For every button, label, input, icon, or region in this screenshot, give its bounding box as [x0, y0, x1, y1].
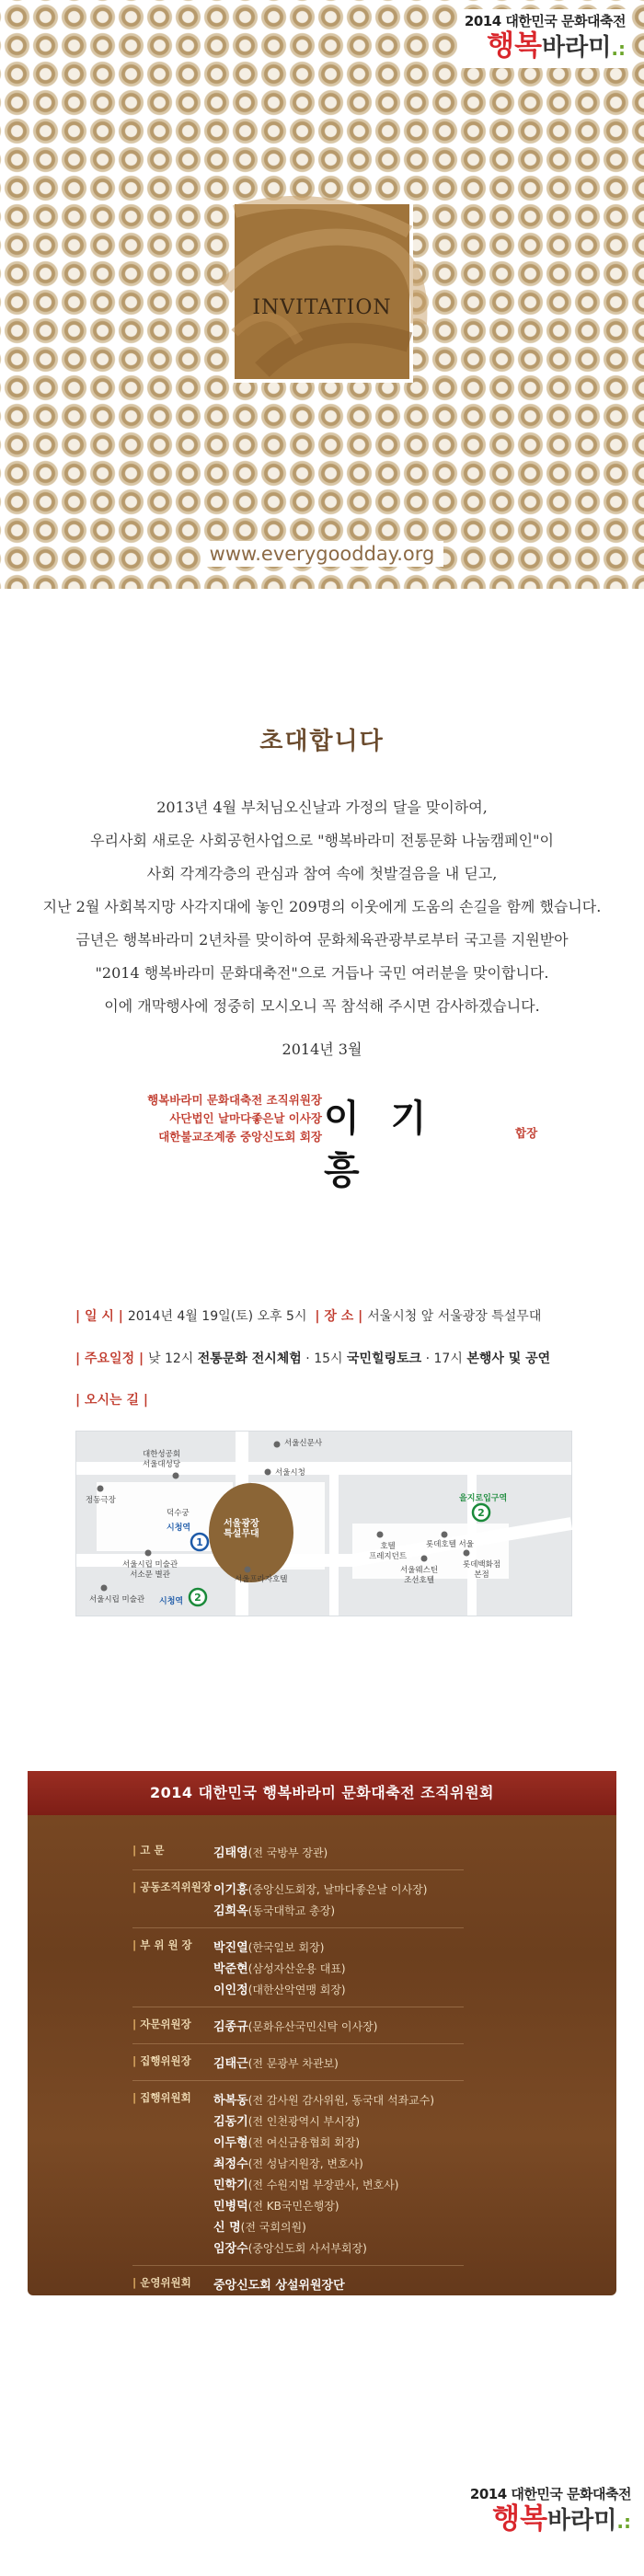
committee-divider: [132, 2043, 464, 2044]
svg-text:1: 1: [196, 1536, 203, 1548]
committee-group: [132, 1843, 537, 1864]
letter-line-1: 2013년 4월 부처님오신날과 가정의 달을 맞이하여,: [156, 799, 488, 816]
brand-title-red: 행복: [487, 29, 543, 63]
committee-member: 이기흥(중앙신도회장, 날마다좋은날 이사장): [213, 1883, 428, 1897]
event-schedule-label: 주요일정: [85, 1351, 135, 1366]
map-label-lotte-dept: 롯데백화점 본점: [463, 1560, 501, 1580]
invitation-header: [0, 0, 644, 589]
schedule-name-1: 전통문화 전시체험: [197, 1351, 302, 1366]
committee-members: [213, 2017, 377, 2038]
event-place-value: 서울시청 앞 서울광장 특설무대: [367, 1309, 542, 1324]
letter-line-5: 금년은 행복바라미 2년차를 맞이하여 문화체육관광부로부터 국고를 지원받아: [75, 931, 569, 949]
event-place-label: 장 소: [324, 1309, 354, 1324]
invitation-card-emblem-icon: [235, 204, 409, 379]
signature-role-1: 행복바라미 문화대축전 조직위원장: [147, 1093, 322, 1107]
event-date-value: 2014년 4월 19일(토) 오후 5시: [127, 1309, 307, 1324]
schedule-name-2: 국민힐링토크: [347, 1351, 422, 1366]
brand-logo: [457, 9, 631, 68]
committee-member: 임장수(중앙신도회 사서부회장): [213, 2242, 367, 2256]
brand-title: [465, 30, 626, 64]
event-directions-label: 오시는 길: [85, 1393, 139, 1408]
svg-text:2: 2: [194, 1592, 201, 1604]
map-label-hotel-president: 호텔 프레지던트: [369, 1542, 408, 1561]
committee-role: | 공동조직위원장: [132, 1880, 213, 1922]
letter-date: 2014년 3월: [282, 1041, 362, 1058]
committee-divider: [132, 2080, 464, 2081]
committee-title: 2014 대한민국 행복바라미 문화대축전 조직위원회: [28, 1771, 616, 1815]
committee-member: 조계종 25개 교구신도회장단: [213, 2300, 366, 2314]
map-label-lotte-hotel: 롯데호텔 서울: [426, 1540, 474, 1549]
committee-member: 민학기(전 수원지법 부장판사, 변호사): [213, 2179, 399, 2192]
committee-group: [132, 1938, 537, 2001]
letter-line-2: 우리사회 새로운 사회공헌사업으로 "행복바라미 전통문화 나눔캠페인"이: [90, 832, 554, 849]
committee-member: 신 명(전 국회의원): [213, 2221, 306, 2235]
committee-divider: [132, 1927, 464, 1928]
committee-role: | 자문위원장: [132, 2017, 213, 2038]
footer-brand-title-red: 행복: [492, 2502, 548, 2536]
schedule-time-3: 17시: [433, 1351, 463, 1366]
committee-group: [132, 2053, 537, 2075]
map-label-station-1: 시청역: [167, 1524, 191, 1533]
committee-member: 최정수(전 성남지원장, 변호사): [213, 2157, 363, 2171]
committee-members: [213, 2090, 434, 2260]
map-label-deoksu: 덕수궁: [167, 1509, 190, 1518]
footer-brand-logo: [470, 2484, 631, 2537]
committee-member: 전국단위 신도단체장단: [213, 2321, 334, 2335]
schedule-time-2: 15시: [314, 1351, 343, 1366]
event-directions-row: | 오시는 길 |: [75, 1393, 148, 1408]
committee-members: [213, 2053, 339, 2075]
map-label-seoul-cityhall: 서울시청: [275, 1468, 305, 1478]
committee-members: [213, 1938, 346, 2001]
committee-member: 중앙신도회 상설위원장단: [213, 2279, 345, 2293]
committee-role: | 운영위원회: [132, 2275, 213, 2339]
committee-divider: [132, 2265, 464, 2266]
committee-member: 이인정(대한산악연맹 회장): [213, 1984, 346, 1997]
committee-member: 김태근(전 문광부 차관보): [213, 2057, 339, 2071]
committee-members: [213, 2275, 365, 2339]
committee-member: 김종규(문화유산국민신탁 이사장): [213, 2020, 378, 2034]
committee-group: [132, 2090, 537, 2260]
map-label-library: 서울시립 미술관: [89, 1595, 145, 1604]
committee-list: [132, 1843, 537, 2344]
committee-divider: [132, 1869, 464, 1870]
committee-members: [213, 1843, 328, 1864]
map-label-westin: 서울웨스틴 조선호텔: [400, 1566, 439, 1585]
map-label-euljiro: 을지로입구역: [459, 1494, 508, 1503]
letter-line-4: 지난 2월 사회복지망 사각지대에 놓인 209명의 이웃에게 도움의 손길을 함께 했습니다.: [42, 898, 602, 915]
signature-role-3: 대한불교조계종 중앙신도회 회장: [158, 1130, 322, 1144]
committee-member: 김태영(전 국방부 장관): [213, 1846, 328, 1860]
brand-title-black: 바라미: [542, 34, 612, 62]
committee-member: 이두형(전 여신금융협회 회장): [213, 2136, 361, 2150]
map-label-plaza: 서울광장 특설무대: [224, 1519, 259, 1539]
committee-member: 김동기(전 인천광역시 부시장): [213, 2115, 361, 2129]
map-label-station-2: 시청역: [159, 1597, 184, 1606]
footer-brand-title-black: 바라미: [547, 2507, 617, 2535]
committee-role: | 부 위 원 장: [132, 1938, 213, 2001]
footer-brand-title: [470, 2503, 631, 2537]
svg-text:2: 2: [477, 1507, 485, 1519]
committee-member: 하복동(전 감사원 감사위원, 동국대 석좌교수): [213, 2094, 435, 2108]
map-label-seoul-newspaper: 서울신문사: [284, 1439, 323, 1448]
site-url-text[interactable]: www.everygoodday.org: [201, 541, 444, 567]
committee-group: [132, 1880, 537, 1922]
committee-member: 민병덕(전 KB국민은행장): [213, 2200, 339, 2214]
location-map[interactable]: [75, 1431, 572, 1616]
event-schedule-row: | 주요일정 | 낮 12시 전통문화 전시체험 · 15시 국민힐링토크 · 17시 본행사 및 공연: [75, 1351, 551, 1366]
event-date-label: 일 시: [85, 1309, 114, 1324]
committee-member: 김희옥(동국대학교 총장): [213, 1904, 336, 1918]
letter-line-3: 사회 각계각층의 관심과 참여 속에 첫발걸음을 내 딛고,: [146, 865, 498, 882]
letter-line-6: "2014 행복바라미 문화대축전"으로 거듭나 국민 여러분을 맞이합니다.: [95, 964, 549, 982]
committee-role: | 집행위원장: [132, 2053, 213, 2075]
committee-member: 박준현(삼성자산운용 대표): [213, 1962, 346, 1976]
map-label-daehan-court: 대한성공회 서울대성당: [143, 1450, 181, 1469]
event-date-row: | 일 시 | 2014년 4월 19일(토) 오후 5시 | 장 소 | 서울시청 앞 서울광장 특설무대: [75, 1309, 542, 1324]
schedule-time-1: 낮 12시: [147, 1351, 194, 1366]
map-label-plaza-hotel: 서울프라자호텔: [235, 1575, 288, 1584]
letter-line-7: 이에 개막행사에 정중히 모시오니 꼭 참석해 주시면 감사하겠습니다.: [104, 997, 540, 1015]
brand-dots: .:: [611, 38, 626, 60]
map-label-jeongdong: 정동극장: [86, 1496, 116, 1505]
map-label-museum: 서울시립 미술관 서소문 별관: [122, 1560, 178, 1580]
site-url[interactable]: [0, 543, 644, 565]
invitation-card-text: INVITATION: [252, 296, 392, 319]
signature-name: 이기흥: [324, 1098, 458, 1192]
committee-group: [132, 2275, 537, 2339]
committee-members: [213, 1880, 427, 1922]
committee-member: 박진열(한국일보 회장): [213, 1941, 325, 1955]
committee-role: | 고 문: [132, 1843, 213, 1864]
letter-title: 초대합니다: [259, 728, 385, 755]
footer-brand-dots: .:: [616, 2511, 631, 2533]
committee-group: [132, 2017, 537, 2038]
signature-title: 합장: [515, 1126, 538, 1140]
brand-subtitle: 2014 대한민국 문화대축전: [464, 13, 626, 29]
schedule-name-3: 본행사 및 공연: [466, 1351, 551, 1366]
organizing-committee: [28, 1771, 616, 2335]
footer-brand-subtitle: 2014 대한민국 문화대축전: [469, 2486, 631, 2502]
invitation-card: [235, 204, 409, 379]
signature-role-2: 사단법인 날마다좋은날 이사장: [169, 1111, 322, 1125]
committee-role: | 집행위원회: [132, 2090, 213, 2260]
